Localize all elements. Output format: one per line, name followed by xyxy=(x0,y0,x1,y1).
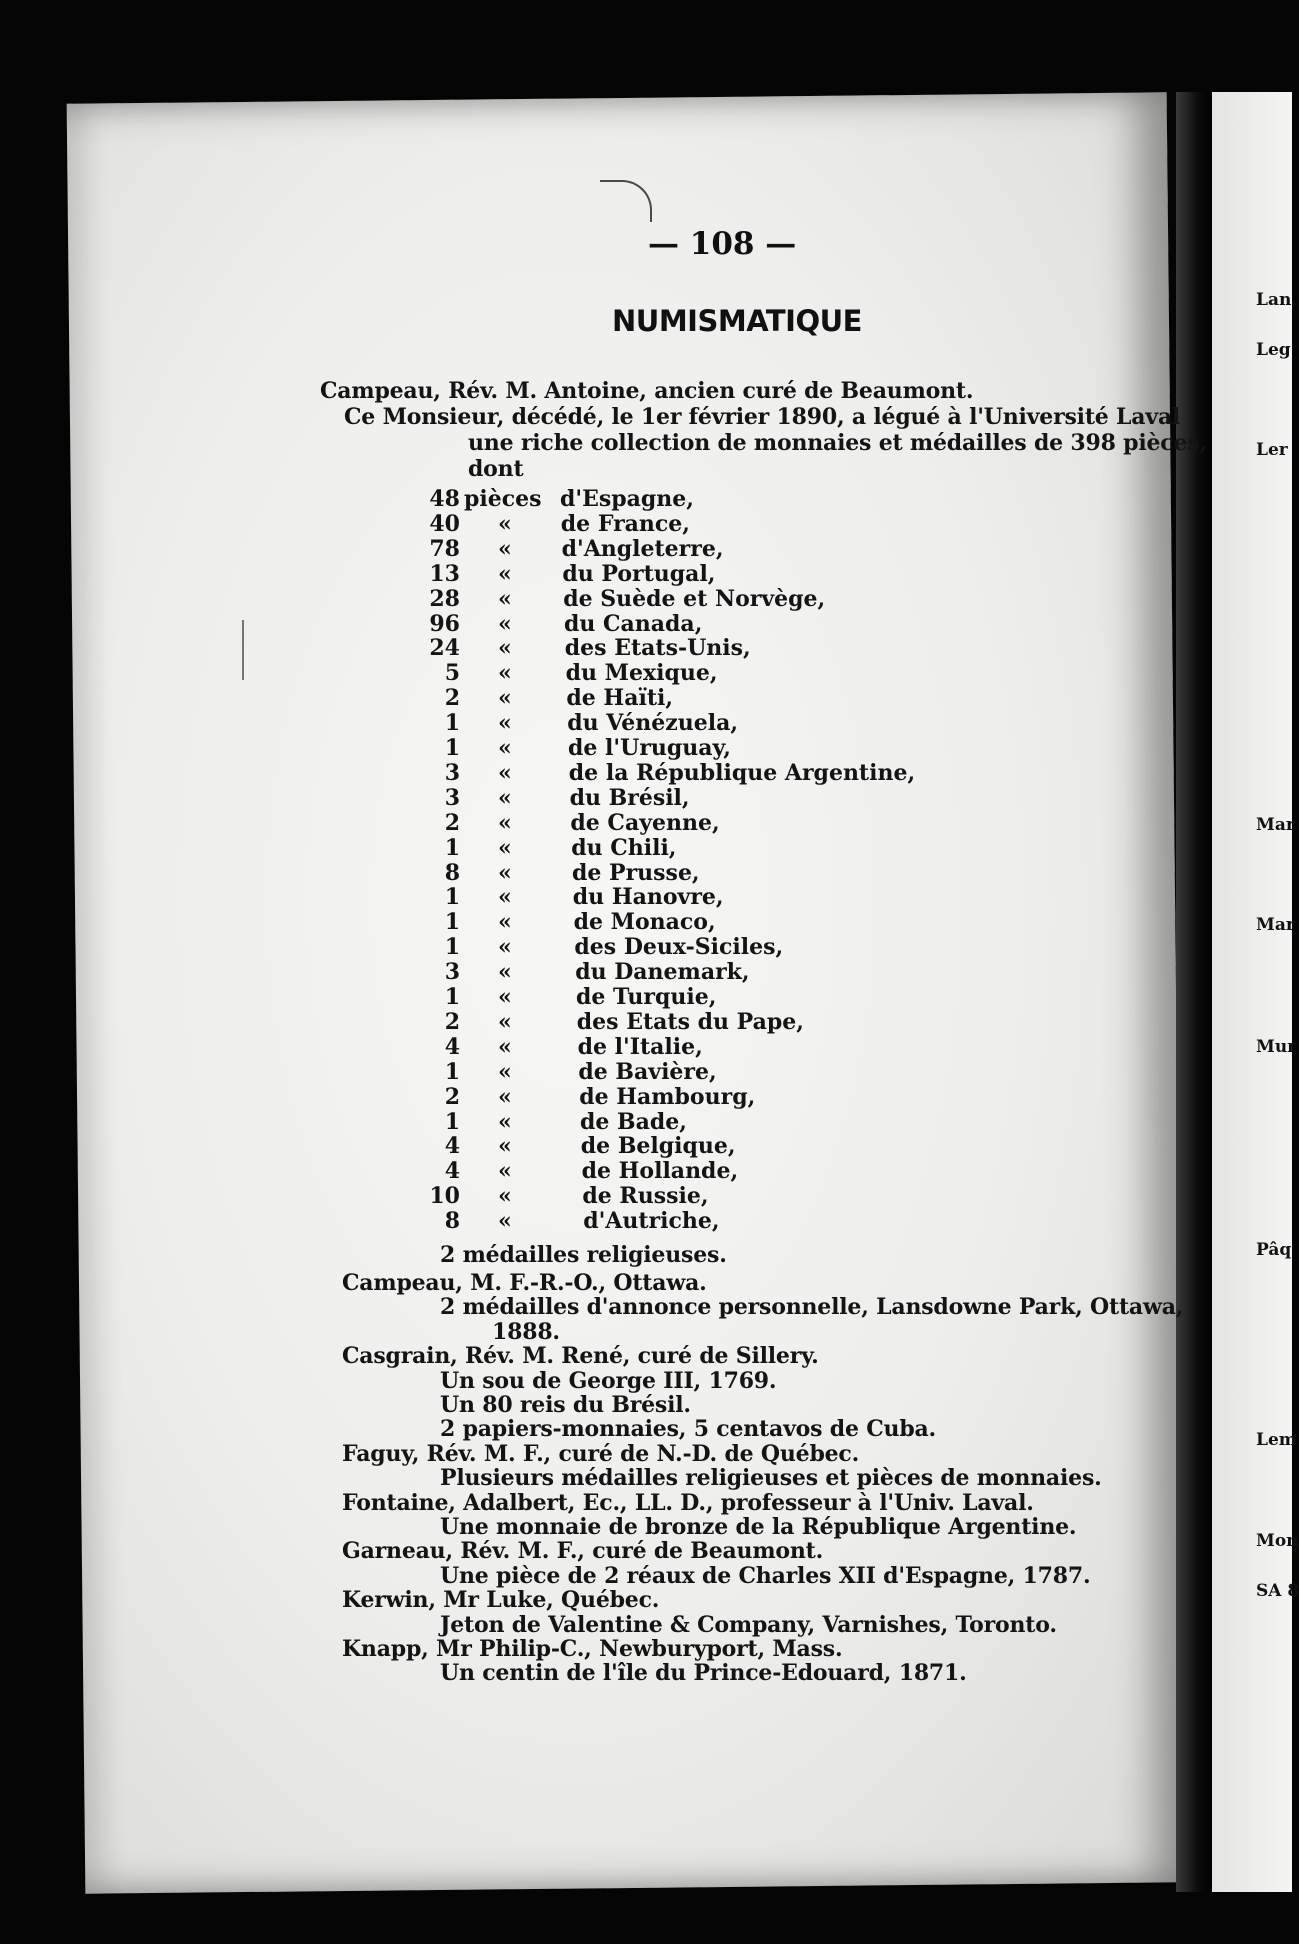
ditto-mark: « xyxy=(498,934,512,961)
ditto-mark: « xyxy=(498,884,512,911)
coin-origin: de Bade, xyxy=(580,1108,687,1135)
ditto-mark: « xyxy=(498,834,512,861)
coin-origin: de l'Italie, xyxy=(577,1033,703,1060)
coin-count: 2 xyxy=(444,685,460,712)
coin-origin: de Cayenne, xyxy=(570,809,720,836)
donation-item: Un sou de George III, 1769. xyxy=(440,1367,777,1394)
donation-item: Une monnaie de bronze de la République Argentine. xyxy=(440,1514,1077,1540)
coin-count: 8 xyxy=(444,1208,460,1235)
ditto-mark: « xyxy=(498,859,512,886)
paragraph-line: Ce Monsieur, décédé, le 1er février 1890, a légué à l'Université Laval xyxy=(344,404,1181,430)
donation-item: Un centin de l'île du Prince-Edouard, 1871. xyxy=(440,1660,967,1687)
ditto-mark: « xyxy=(498,1033,512,1060)
coin-origin: de Hollande, xyxy=(581,1158,739,1185)
paragraph-line: dont xyxy=(468,456,524,482)
donor-name: Kerwin, Mr Luke, Québec. xyxy=(342,1587,660,1614)
ditto-mark: « xyxy=(498,585,512,612)
coin-count: 78 xyxy=(429,535,460,562)
donor-name: Casgrain, Rév. M. René, curé de Sillery. xyxy=(342,1343,819,1370)
coin-origin: des Etats du Pape, xyxy=(576,1008,804,1035)
ditto-mark: « xyxy=(498,660,512,687)
coin-origin: de Haïti, xyxy=(566,685,674,712)
coin-origin: de Prusse, xyxy=(572,859,700,886)
donor-name: Campeau, M. F.-R.-O., Ottawa. xyxy=(342,1270,707,1296)
ditto-mark: « xyxy=(498,909,512,936)
coin-count: 10 xyxy=(429,1183,460,1210)
coin-origin: du Canada, xyxy=(564,610,703,637)
donor-name: Faguy, Rév. M. F., curé de N.-D. de Québec. xyxy=(342,1440,860,1467)
coin-origin: de Turquie, xyxy=(576,984,717,1010)
ditto-mark: « xyxy=(498,610,512,637)
ditto-mark: « xyxy=(498,735,512,761)
coin-count: 1 xyxy=(444,1058,460,1085)
coin-origin: de l'Uruguay, xyxy=(568,735,731,761)
adjacent-page-text: Mar xyxy=(1256,915,1295,935)
coin-origin: de Belgique, xyxy=(580,1133,736,1160)
ditto-mark: « xyxy=(498,1083,512,1110)
donation-item: Une pièce de 2 réaux de Charles XII d'Espagne, 1787. xyxy=(440,1562,1091,1589)
coin-count: 2 xyxy=(444,809,460,836)
coin-count: 4 xyxy=(444,1158,460,1185)
donation-item: 2 médailles d'annonce personnelle, Lansdowne Park, Ottawa, xyxy=(440,1294,1184,1321)
donation-item: Jeton de Valentine & Company, Varnishes, Toronto. xyxy=(440,1611,1057,1638)
coin-origin: de la République Argentine, xyxy=(568,759,916,786)
section-title: NUMISMATIQUE xyxy=(612,304,862,338)
coin-origin: du Hanovre, xyxy=(572,884,724,911)
coin-origin: des Deux-Siciles, xyxy=(574,934,784,961)
coin-count: 1 xyxy=(444,834,460,861)
ditto-mark: « xyxy=(498,1208,512,1235)
coin-count: 2 xyxy=(444,1083,460,1110)
adjacent-page-text: SA 8 xyxy=(1256,1581,1299,1601)
adjacent-page-text: Ler xyxy=(1256,440,1288,460)
coin-origin: de Russie, xyxy=(582,1183,709,1210)
ditto-mark: « xyxy=(498,535,512,562)
coin-origin: du Portugal, xyxy=(562,560,716,587)
coin-count: 3 xyxy=(444,959,460,986)
pencil-mark xyxy=(242,620,250,680)
adjacent-page xyxy=(1212,92,1292,1892)
ditto-mark: « xyxy=(498,1183,512,1210)
donation-item: Un 80 reis du Brésil. xyxy=(440,1392,691,1418)
ditto-mark: « xyxy=(498,560,512,587)
donation-item: 2 papiers-monnaies, 5 centavos de Cuba. xyxy=(440,1416,937,1443)
coin-origin: du Danemark, xyxy=(575,959,750,986)
coin-count: 1 xyxy=(444,710,460,737)
coin-count: 28 xyxy=(429,585,460,612)
page-number: — 108 — xyxy=(648,226,797,262)
coin-origin: de Monaco, xyxy=(573,909,716,936)
coin-origin: du Vénézuela, xyxy=(567,710,739,737)
adjacent-page-text: Mon xyxy=(1256,1531,1299,1551)
donor-name: Campeau, Rév. M. Antoine, ancien curé de Beaumont. xyxy=(320,378,974,404)
coin-count: 96 xyxy=(429,610,460,637)
donor-name: Knapp, Mr Philip-C., Newburyport, Mass. xyxy=(342,1636,843,1662)
ditto-mark: « xyxy=(498,1133,512,1160)
coin-origin: du Brésil, xyxy=(569,784,690,811)
adjacent-page-text: Leg xyxy=(1256,340,1291,360)
ditto-mark: « xyxy=(498,1058,512,1085)
coin-origin: d'Angleterre, xyxy=(561,535,724,562)
donation-item: Plusieurs médailles religieuses et pièces de monnaies. xyxy=(440,1465,1102,1492)
coin-origin: du Chili, xyxy=(571,834,677,861)
coin-count: 48 xyxy=(429,486,460,512)
coin-origin: d'Autriche, xyxy=(583,1208,720,1235)
coin-count: 1 xyxy=(444,1108,460,1135)
adjacent-page-text: Lem xyxy=(1256,1430,1297,1450)
coin-count: 1 xyxy=(444,934,460,961)
coin-origin: de Bavière, xyxy=(578,1058,717,1085)
ditto-mark: « xyxy=(498,710,512,737)
coin-count: 40 xyxy=(429,510,460,537)
coin-count: 4 xyxy=(444,1033,460,1060)
adjacent-page-text: Pâq xyxy=(1256,1240,1292,1260)
coin-count: 4 xyxy=(444,1133,460,1160)
coin-count: 1 xyxy=(444,735,460,761)
ditto-mark: « xyxy=(498,1158,512,1185)
ditto-mark: « xyxy=(498,959,512,986)
unit-label: pièces xyxy=(464,486,542,512)
adjacent-page-text: Mar xyxy=(1256,815,1295,835)
coin-count: 24 xyxy=(429,635,460,662)
coin-origin: de Suède et Norvège, xyxy=(563,585,826,612)
coin-origin: d'Espagne, xyxy=(560,486,694,512)
coin-count: 3 xyxy=(444,759,460,786)
ditto-mark: « xyxy=(498,510,512,537)
donor-name: Fontaine, Adalbert, Ec., LL. D., professeur à l'Univ. Laval. xyxy=(342,1489,1034,1516)
coin-count: 1 xyxy=(444,884,460,911)
donation-item: 1888. xyxy=(492,1318,560,1345)
coin-count: 8 xyxy=(444,859,460,886)
ditto-mark: « xyxy=(498,685,512,712)
ditto-mark: « xyxy=(498,1108,512,1135)
ditto-mark: « xyxy=(498,984,512,1010)
book-gutter xyxy=(1176,92,1212,1892)
coin-count: 5 xyxy=(444,660,460,687)
coin-count: 1 xyxy=(444,909,460,936)
donor-name: Garneau, Rév. M. F., curé de Beaumont. xyxy=(342,1538,824,1565)
ditto-mark: « xyxy=(498,1008,512,1035)
paragraph-line: une riche collection de monnaies et médailles de 398 pièces, xyxy=(468,430,1207,456)
coin-origin: du Mexique, xyxy=(565,660,718,687)
ditto-mark: « xyxy=(498,784,512,811)
coin-origin: de France, xyxy=(560,510,690,537)
ditto-mark: « xyxy=(498,759,512,786)
adjacent-page-text: Mur xyxy=(1256,1037,1297,1057)
ditto-mark: « xyxy=(498,809,512,836)
coin-count: 1 xyxy=(444,984,460,1010)
coin-origin: de Hambourg, xyxy=(579,1083,756,1110)
coin-origin: des Etats-Unis, xyxy=(564,635,751,662)
ditto-mark: « xyxy=(498,635,512,662)
coin-count: 3 xyxy=(444,784,460,811)
coin-count: 2 xyxy=(444,1008,460,1035)
coin-count: 13 xyxy=(429,560,460,587)
adjacent-page-text: Lan xyxy=(1256,290,1292,310)
collection-tail: 2 médailles religieuses. xyxy=(440,1242,727,1268)
